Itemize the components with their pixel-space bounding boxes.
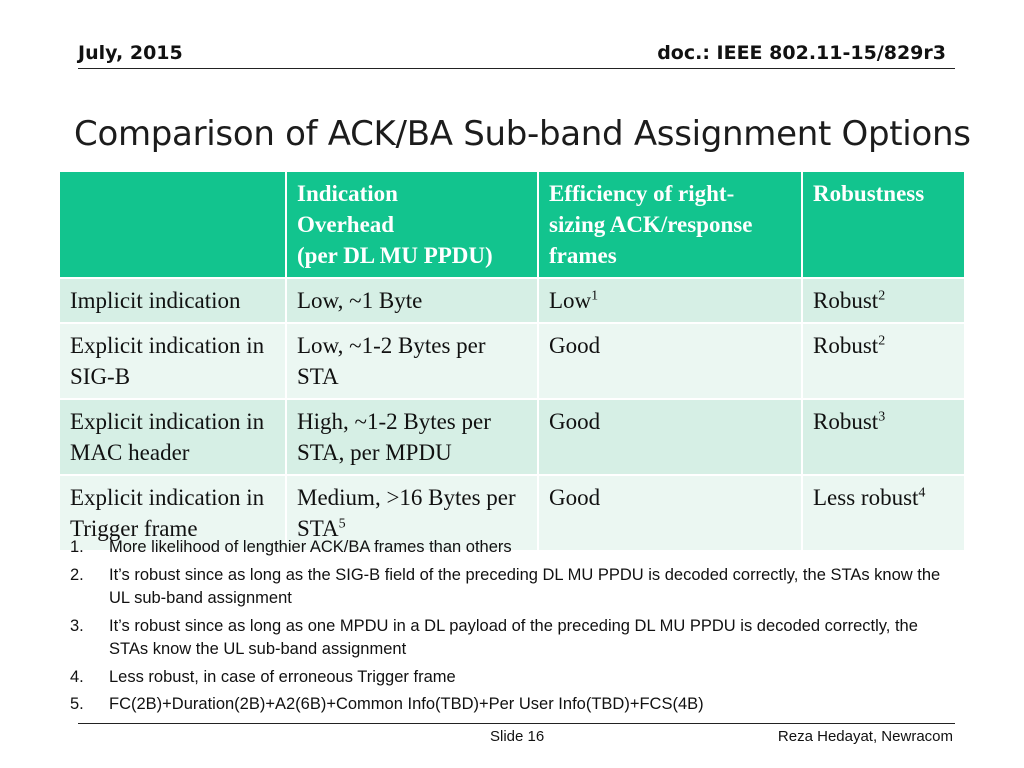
table-row (60, 323, 964, 399)
cell-text: High, ~1-2 Bytes per STA, per MPDU (297, 409, 491, 465)
footnote-ref: 2 (878, 333, 886, 349)
footnote-number: 5. (70, 695, 84, 713)
cell-robustness (802, 323, 964, 399)
header-cell-robustness (802, 171, 964, 278)
cell-text: Low, ~1 Byte (297, 288, 423, 313)
footer-divider (78, 723, 955, 724)
table-row (60, 399, 964, 475)
footnotes-list (70, 536, 950, 721)
footnote-ref: 5 (338, 516, 346, 532)
cell-text: Good (549, 409, 601, 434)
cell-option (60, 278, 286, 323)
cell-overhead (286, 278, 538, 323)
header-line: frames (549, 243, 617, 268)
header-cell-efficiency (538, 171, 802, 278)
footnote-item (70, 693, 950, 717)
cell-overhead (286, 399, 538, 475)
footnote-item (70, 564, 950, 611)
footnote-text: It’s robust since as long as the SIG-B field of the preceding DL MU PPDU is decoded correctly, the STAs know the UL sub-band assignment (109, 565, 941, 607)
cell-text: Good (549, 333, 601, 358)
cell-overhead (286, 323, 538, 399)
cell-text: Robust (813, 409, 879, 434)
footnote-text: Less robust, in case of erroneous Trigger frame (109, 667, 456, 686)
cell-option (60, 323, 286, 399)
cell-text: Robust (813, 333, 879, 358)
header-line: Overhead (297, 212, 395, 237)
cell-text: Explicit indication in SIG-B (70, 333, 265, 389)
footnote-number: 4. (70, 667, 84, 686)
footer-author: Reza Hedayat, Newracom (777, 728, 953, 745)
cell-text: Good (549, 485, 601, 510)
slide-number: Slide 16 (490, 728, 545, 745)
header-line: (per DL MU PPDU) (297, 243, 493, 268)
cell-text: Less robust (813, 485, 919, 510)
table-row (60, 278, 964, 323)
cell-text: Robust (813, 288, 879, 313)
cell-robustness (802, 399, 964, 475)
header-line: Efficiency of right- (549, 181, 735, 206)
comparison-table (60, 170, 964, 550)
cell-text: Low, ~1-2 Bytes per STA (297, 333, 486, 389)
cell-text: Explicit indication in MAC header (70, 409, 265, 465)
cell-text: Medium, >16 Bytes per STA (297, 485, 516, 541)
cell-text: Explicit indication in Trigger frame (70, 485, 265, 541)
cell-text: Low (549, 288, 592, 313)
footnote-text: It’s robust since as long as one MPDU in a DL payload of the preceding DL MU PPDU is decoded correctly, the STAs know the UL sub-band assignment (109, 616, 918, 658)
footnote-ref: 4 (918, 485, 926, 501)
slide-title: Comparison of ACK/BA Sub-band Assignment Options (74, 114, 971, 154)
cell-option (60, 399, 286, 475)
cell-text: Implicit indication (70, 288, 241, 313)
footnote-item (70, 666, 950, 690)
header-date: July, 2015 (78, 42, 183, 64)
header-line: Indication (297, 181, 398, 206)
footnote-item (70, 615, 950, 662)
header-line: Robustness (813, 181, 925, 206)
footnote-text: FC(2B)+Duration(2B)+A2(6B)+Common Info(TBD)+Per User Info(TBD)+FCS(4B) (109, 695, 704, 713)
table-header-row (60, 171, 964, 278)
header-cell-empty (60, 171, 286, 278)
footnote-text: More likelihood of lengthier ACK/BA frames than others (109, 538, 512, 556)
cell-efficiency (538, 323, 802, 399)
header-doc-id: doc.: IEEE 802.11-15/829r3 (657, 42, 946, 64)
cell-robustness (802, 278, 964, 323)
footnote-ref: 2 (878, 288, 886, 304)
cell-efficiency (538, 399, 802, 475)
footnote-item (70, 536, 950, 560)
footnote-number: 2. (70, 565, 84, 584)
footnote-number: 3. (70, 616, 84, 635)
footnote-ref: 3 (878, 409, 886, 425)
footnote-number: 1. (70, 538, 84, 556)
cell-efficiency (538, 278, 802, 323)
footnote-ref: 1 (591, 288, 599, 304)
header-divider (78, 68, 955, 69)
header-line: sizing ACK/response (549, 212, 753, 237)
header-cell-overhead (286, 171, 538, 278)
